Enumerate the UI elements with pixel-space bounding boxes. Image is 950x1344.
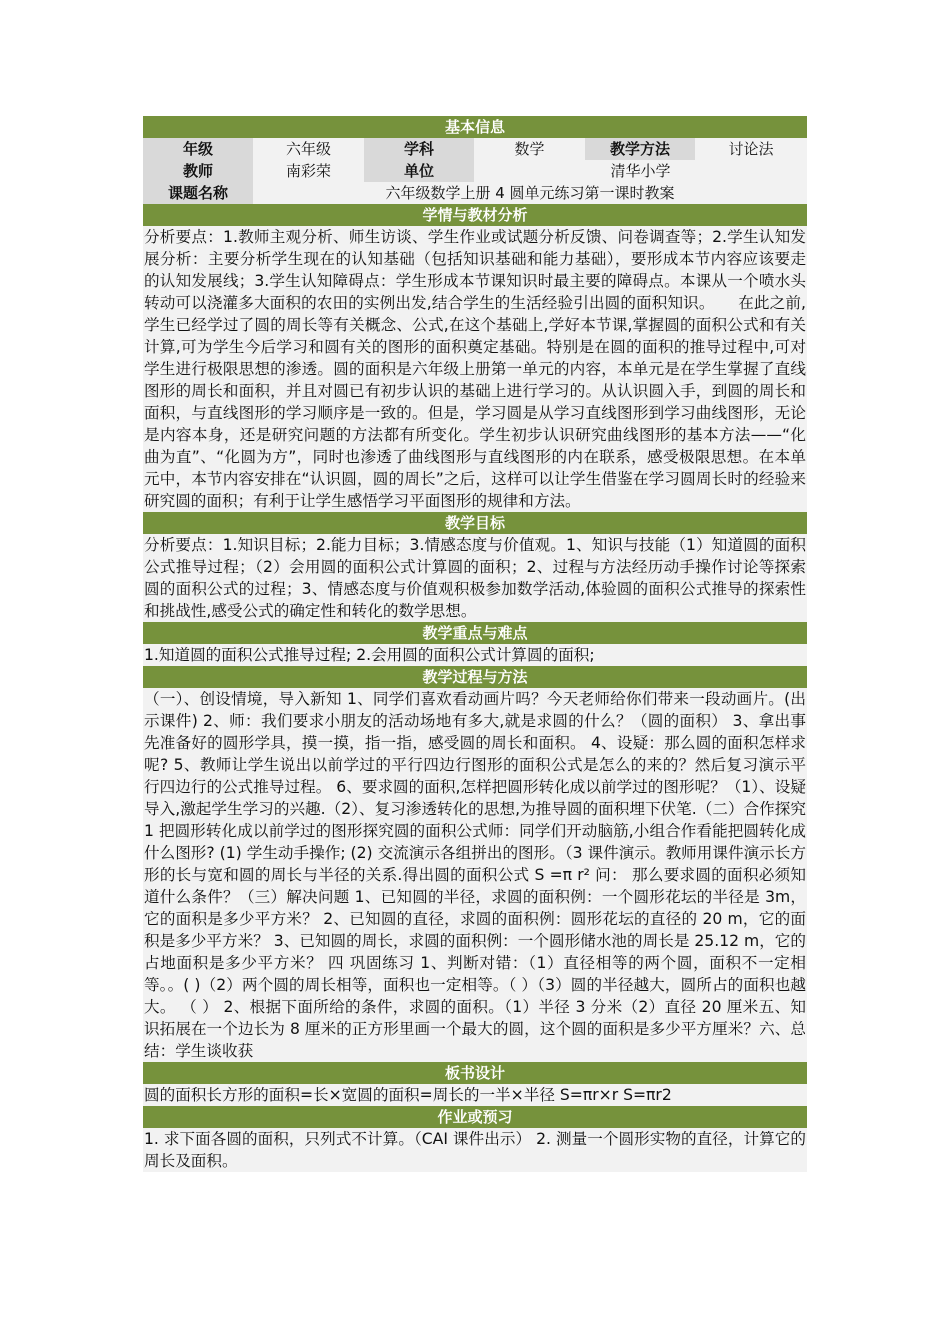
section-header: 教学过程与方法	[143, 666, 807, 688]
info-row-3	[143, 182, 807, 204]
section-analysis	[143, 204, 807, 512]
section-body: 分析要点：1.教师主观分析、师生访谈、学生作业或试题分析反馈、问卷调查等；2.学生认知发展分析：主要分析学生现在的认知基础（包括知识基础和能力基础），要形成本节内容应该要走的认知发展线；3.学生认知障碍点：学生形成本节课知识时最主要的障碍点。本课从一个喷水头转动可以浇灌多大面积的农田的实例出发,结合学生的生活经验引出圆的面积知识。 在此之前,学生已经学过了圆的周长等有关概念、公式,在这个基础上,学好本节课,掌握圆的面积公式和有关计算,可为学生今后学习和圆有关的图形的面积奠定基础。特别是在圆的面积的推导过程中,可对学生进行极限思想的渗透。圆的面积是六年级上册第一单元的内容，本单元是在学生掌握了直线图形的周长和面积，并且对圆已有初步认识的基础上进行学习的。从认识圆入手，到圆的周长和面积，与直线图形的学习顺序是一致的。但是，学习圆是从学习直线图形到学习曲线图形，无论是内容本身，还是研究问题的方法都有所变化。学生初步认识研究曲线图形的基本方法——“化曲为直”、“化圆为方”，同时也渗透了曲线图形与直线图形的内在联系，感受极限思想。在本单元中，本节内容安排在“认识圆，圆的周长”之后，这样可以让学生借鉴在学习圆周长时的经验来研究圆的面积；有利于让学生感悟学习平面图形的规律和方法。	[144, 228, 806, 510]
section-body: 1. 求下面各圆的面积，只列式不计算。（CAI 课件出示） 2. 测量一个圆形实物的直径，计算它的周长及面积。	[144, 1130, 806, 1170]
section-body: 圆的面积长方形的面积=长×宽圆的面积=周长的一半×半径 S=πr×r S=πr2	[143, 1084, 807, 1106]
topic-value: 六年级数学上册 4 圆单元练习第一课时教案	[253, 182, 807, 204]
section-body: （一）、创设情境，导入新知 1、同学们喜欢看动画片吗？今天老师给你们带来一段动画片。(出示课件) 2、师：我们要求小朋友的活动场地有多大,就是求圆的什么？（圆的面积） 3、拿出事先准备好的圆形学具，摸一摸，指一指，感受圆的周长和面积。 4、设疑：那么圆的面积怎样求呢? 5、教师让学生说出以前学过的平行四边行图形的面积公式是怎么的来的？然后复习演示平行四边行的公式推导过程。 6、要求圆的面积,怎样把圆形转化成以前学过的图形呢？（1）、设疑导入,激起学生学习的兴趣.（2）、复习渗透转化的思想,为推导圆的面积埋下伏笔.（二）合作探究 1 把圆形转化成以前学过的图形探究圆的面积公式师：同学们开动脑筋,小组合作看能把圆转化成什么图形? (1) 学生动手操作; (2) 交流演示各组拼出的图形。（3 课件演示。教师用课件演示长方形的长与宽和圆的周长与半径的关系.得出圆的面积公式 S =π r² 问： 那么要求圆的面积必须知道什么条件？（三）解决问题 1、已知圆的半径，求圆的面积例：一个圆形花坛的半径是 3m，它的面积是多少平方米？ 2、已知圆的直径，求圆的面积例：圆形花坛的直径的 20 m，它的面积是多少平方米？ 3、已知圆的周长，求圆的面积例：一个圆形储水池的周长是 25.12 m，它的占地面积是多少平方米？ 四 巩固练习 1、判断对错：（1）直径相等的两个圆，面积不一定相等。。( )（2）两个圆的周长相等，面积也一定相等。（ ）（3）圆的半径越大，圆所占的面积也越大。 （ ） 2、根据下面所给的条件，求圆的面积。（1）半径 3 分米（2）直径 20 厘米五、知识拓展在一个边长为 8 厘米的正方形里画一个最大的圆，这个圆的面积是多少平方厘米？六、总结：学生谈收获	[144, 690, 806, 1060]
method-value: 讨论法	[695, 138, 807, 160]
section-objectives	[143, 512, 807, 622]
subject-label: 学科	[364, 138, 474, 160]
section-process	[143, 666, 807, 1062]
grade-label: 年级	[143, 138, 253, 160]
section-header: 学情与教材分析	[143, 204, 807, 226]
subject-value: 数学	[474, 138, 585, 160]
section-key-points	[143, 622, 807, 666]
section-body: 分析要点：1.知识目标；2.能力目标；3.情感态度与价值观。1、知识与技能（1）知道圆的面积公式推导过程；（2）会用圆的面积公式计算圆的面积；2、过程与方法经历动手操作讨论等探索圆的面积公式的过程；3、情感态度与价值观积极参加数学活动,体验圆的面积公式推导的探索性和挑战性,感受公式的确定性和转化的数学思想。	[144, 536, 806, 620]
teacher-value: 南彩荣	[253, 160, 364, 182]
section-header: 教学重点与难点	[143, 622, 807, 644]
unit-label: 单位	[364, 160, 474, 182]
section-board-design	[143, 1062, 807, 1106]
info-row-2	[143, 160, 807, 182]
lesson-plan-document	[143, 116, 807, 1172]
section-header: 教学目标	[143, 512, 807, 534]
method-label: 教学方法	[585, 138, 695, 160]
section-homework	[143, 1106, 807, 1172]
section-header: 板书设计	[143, 1062, 807, 1084]
topic-label: 课题名称	[143, 182, 253, 204]
info-row-1	[143, 138, 807, 160]
unit-value: 清华小学	[474, 160, 807, 182]
basic-info-header: 基本信息	[143, 116, 807, 138]
teacher-label: 教师	[143, 160, 253, 182]
section-body: 1.知道圆的面积公式推导过程; 2.会用圆的面积公式计算圆的面积;	[143, 644, 807, 666]
section-header: 作业或预习	[143, 1106, 807, 1128]
grade-value: 六年级	[253, 138, 364, 160]
